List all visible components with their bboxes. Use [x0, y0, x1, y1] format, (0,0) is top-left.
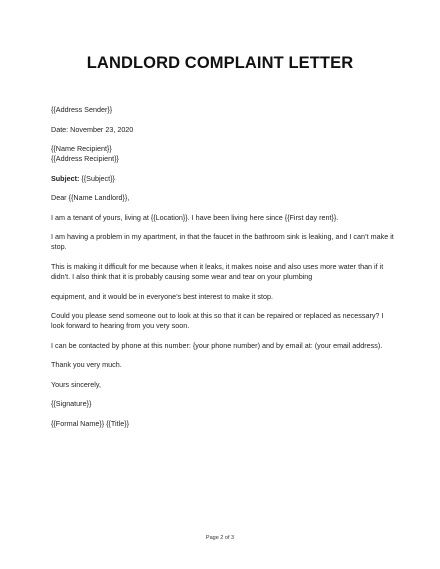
paragraph-tenant: I am a tenant of yours, living at {{Location}}. I have been living here since {{First day rent}}.: [51, 212, 339, 222]
letter-body: [51, 105, 394, 429]
address-recipient: {{Address Recipient}}: [51, 154, 119, 163]
page-number: Page 2 of 3: [205, 535, 235, 541]
thanks-line: Thank you very much.: [51, 360, 122, 369]
subject-label: Subject:: [51, 173, 80, 183]
formal-name-placeholder: {{Formal Name}} {{Title}}: [51, 418, 130, 428]
document-title: LANDLORD COMPLAINT LETTER: [86, 54, 354, 72]
paragraph-equipment: equipment, and it would be in everyone’s best interest to make it stop.: [51, 291, 274, 301]
paragraph-problem: I am having a problem in my apartment, in that the faucet in the bathroom sink is leaking, and I can’t make it stop.: [51, 232, 394, 251]
paragraph-difficult: This is making it difficult for me because when it leaks, it makes noise and also uses more water than if it didn’t. I also think that it is probably causing some wear and tear on your plumbing: [51, 261, 384, 281]
paragraph-contact: I can be contacted by phone at this number: {your phone number) and by email at: (your email address).: [51, 340, 383, 350]
name-recipient: {{Name Recipient}}: [51, 144, 112, 153]
salutation: Dear {{Name Landlord}},: [51, 193, 130, 202]
subject-line: [51, 174, 394, 184]
date-line: Date: November 23, 2020: [51, 124, 134, 134]
address-sender: {{Address Sender}}: [51, 105, 113, 114]
signature-placeholder: {{Signature}}: [51, 399, 92, 408]
subject-value: {{Subject}}: [79, 173, 115, 183]
paragraph-request: Could you please send someone out to look at this so that it can be repaired or replaced as necessary? I look forward to hearing from you very soon.: [51, 311, 384, 330]
closing-line: Yours sincerely,: [51, 379, 101, 389]
